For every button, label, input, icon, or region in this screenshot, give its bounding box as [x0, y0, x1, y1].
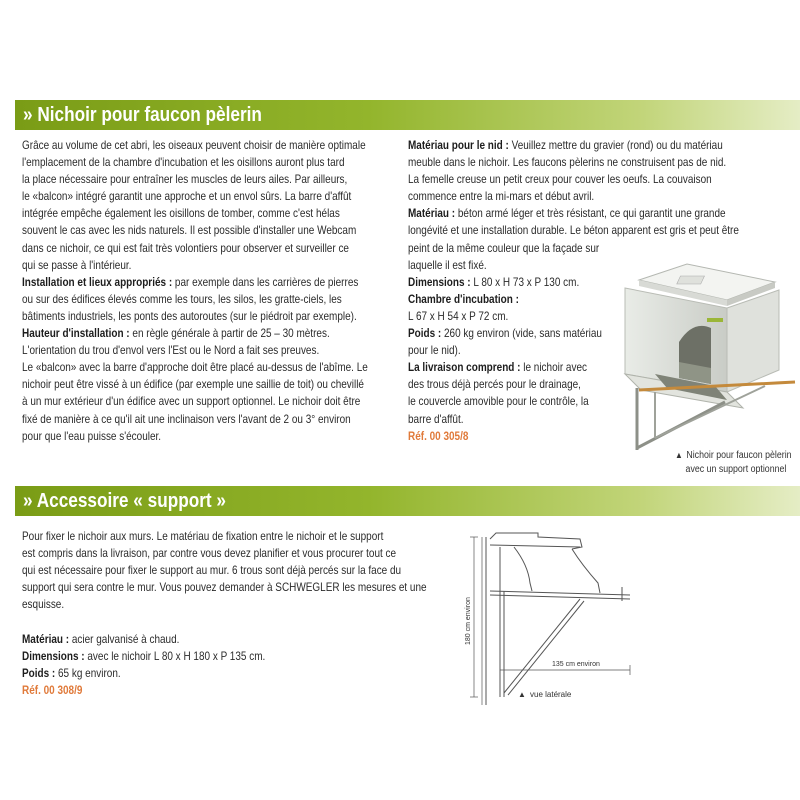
install-label: Installation et lieux appropriés :: [22, 275, 173, 289]
diagram-view-label: vue latérale: [530, 690, 572, 699]
text-line: est compris dans la livraison, par contre vous devez planifier et vous procurer tout ce: [22, 547, 397, 561]
diagram-height-label: 180 cm environ: [465, 597, 472, 645]
section-title: » Accessoire « support »: [23, 490, 226, 512]
text-line: nichoir peut être vissé à un édifice (par exemple une saillie de toit) ou chevillé: [22, 378, 364, 392]
support-side-view-diagram: [460, 525, 660, 725]
text-line: bâtiments industriels, les ponts des autoroutes (sur le piédroit par exemple).: [22, 309, 357, 323]
dimensions-label: Dimensions :: [408, 275, 471, 289]
nest-box-photo: [615, 262, 800, 452]
text-line: laquelle il est fixé.: [408, 258, 487, 272]
text-line: l'emplacement de la chambre d'incubation et les oisillons auront plus tard: [22, 156, 345, 170]
support-text: [22, 528, 492, 699]
support-dimensions-label: Dimensions :: [22, 649, 85, 663]
material-label: Matériau :: [408, 207, 456, 221]
text-line: longévité et une installation durable. Le béton apparent est gris et peut être: [408, 224, 739, 238]
support-weight-label: Poids :: [22, 666, 56, 680]
text-line: à un mur extérieur d'un édifice avec un support optionnel. Le nichoir doit être: [22, 395, 361, 409]
text-line: des trous déjà percés pour le drainage,: [408, 378, 581, 392]
text-line: Grâce au volume de cet abri, les oiseaux peuvent choisir de manière optimale: [22, 139, 366, 152]
weight-label: Poids :: [408, 327, 442, 341]
triangle-icon: ▲: [518, 690, 526, 699]
text-line: souvent le cas avec les nids naturels. Il est possible d'installer une Webcam: [22, 224, 357, 238]
chamber-value: L 67 x H 54 x P 72 cm.: [408, 309, 509, 323]
caption-line: Nichoir pour faucon pèlerin: [686, 450, 792, 461]
text-line: béton armé léger et très résistant, ce qui garantit une grande: [455, 207, 726, 221]
text-line: 260 kg environ (vide, sans matériau: [441, 327, 602, 341]
text-line: fixé de manière à ce qu'il ait une inclinaison vers l'avant de 2 ou 3° environ: [22, 412, 351, 426]
text-line: pour que l'eau puisse s'écouler.: [22, 429, 162, 443]
text-line: le «balcon» intégré garantit une approche et un envol sûrs. La barre d'affût: [22, 190, 352, 204]
text-line: qui se passe à l'intérieur.: [22, 258, 132, 272]
photo-caption: [675, 448, 800, 477]
text-line: Pour fixer le nichoir aux murs. Le matériau de fixation entre le nichoir et le support: [22, 530, 384, 543]
dimensions-value: L 80 x H 73 x P 130 cm.: [470, 275, 580, 289]
support-material-value: acier galvanisé à chaud.: [69, 632, 180, 646]
text-line: dans ce nichoir, ce qui est fait très volontiers pour observer et surveiller ce: [22, 241, 349, 255]
text-line: ou sur des édifices élevés comme les tours, les silos, les gratte-ciels, les: [22, 292, 342, 306]
text-line: Le «balcon» avec la barre d'approche doit être placé au-dessus de l'abîme. Le: [22, 361, 368, 375]
text-line: le nichoir avec: [520, 361, 587, 375]
text-line: esquisse.: [22, 598, 65, 612]
text-line: la place nécessaire pour entraîner les muscles de leurs ailes. Par ailleurs,: [22, 173, 348, 187]
support-material-label: Matériau :: [22, 632, 70, 646]
text-line: intégrée empêche également les oisillons de tomber, comme c'est hélas: [22, 207, 340, 221]
text-line: L'orientation du trou d'envol vers l'Est ou le Nord a fait ses preuves.: [22, 344, 320, 358]
height-label: Hauteur d'installation :: [22, 327, 130, 341]
chamber-label: Chambre d'incubation :: [408, 292, 519, 306]
support-dimensions-value: avec le nichoir L 80 x H 180 x P 135 cm.: [84, 649, 266, 663]
reference-number: Réf. 00 308/9: [22, 683, 83, 697]
text-line: qui est nécessaire pour fixer le support au mur. 6 trous sont déjà percés sur la face du: [22, 564, 402, 578]
text-line: peint de la même couleur que la façade sur: [408, 241, 600, 255]
text-line: support qui sera contre le mur. Vous pouvez demander à SCHWEGLER les mesures et une: [22, 581, 427, 595]
text-line: commence entre la mi-mars et début avril.: [408, 190, 595, 204]
text-line: par exemple dans les carrières de pierres: [172, 275, 359, 289]
section-header-nichoir: [15, 100, 800, 130]
intro-text: [22, 137, 424, 445]
caption-line: avec un support optionnel: [685, 464, 787, 475]
text-line: La femelle creuse un petit creux pour couver les oeufs. La couvaison: [408, 173, 712, 187]
text-line: Veuillez mettre du gravier (rond) ou du matériau: [508, 139, 723, 152]
nest-material-label: Matériau pour le nid :: [408, 139, 509, 152]
text-line: pour le nid).: [408, 344, 461, 358]
delivery-label: La livraison comprend :: [408, 361, 521, 375]
reference-number: Réf. 00 305/8: [408, 429, 469, 443]
support-weight-value: 65 kg environ.: [55, 666, 121, 680]
text-line: meuble dans le nichoir. Les faucons pèlerins ne construisent pas de nid.: [408, 156, 727, 170]
text-line: le couvercle amovible pour le contrôle, la: [408, 395, 589, 409]
section-header-support: [15, 486, 800, 516]
diagram-depth-label: 135 cm environ: [552, 661, 600, 668]
section-title: » Nichoir pour faucon pèlerin: [23, 104, 262, 126]
text-line: en règle générale à partir de 25 – 30 mètres.: [129, 327, 330, 341]
triangle-icon: ▲: [675, 450, 683, 460]
text-line: barre d'affût.: [408, 412, 464, 426]
